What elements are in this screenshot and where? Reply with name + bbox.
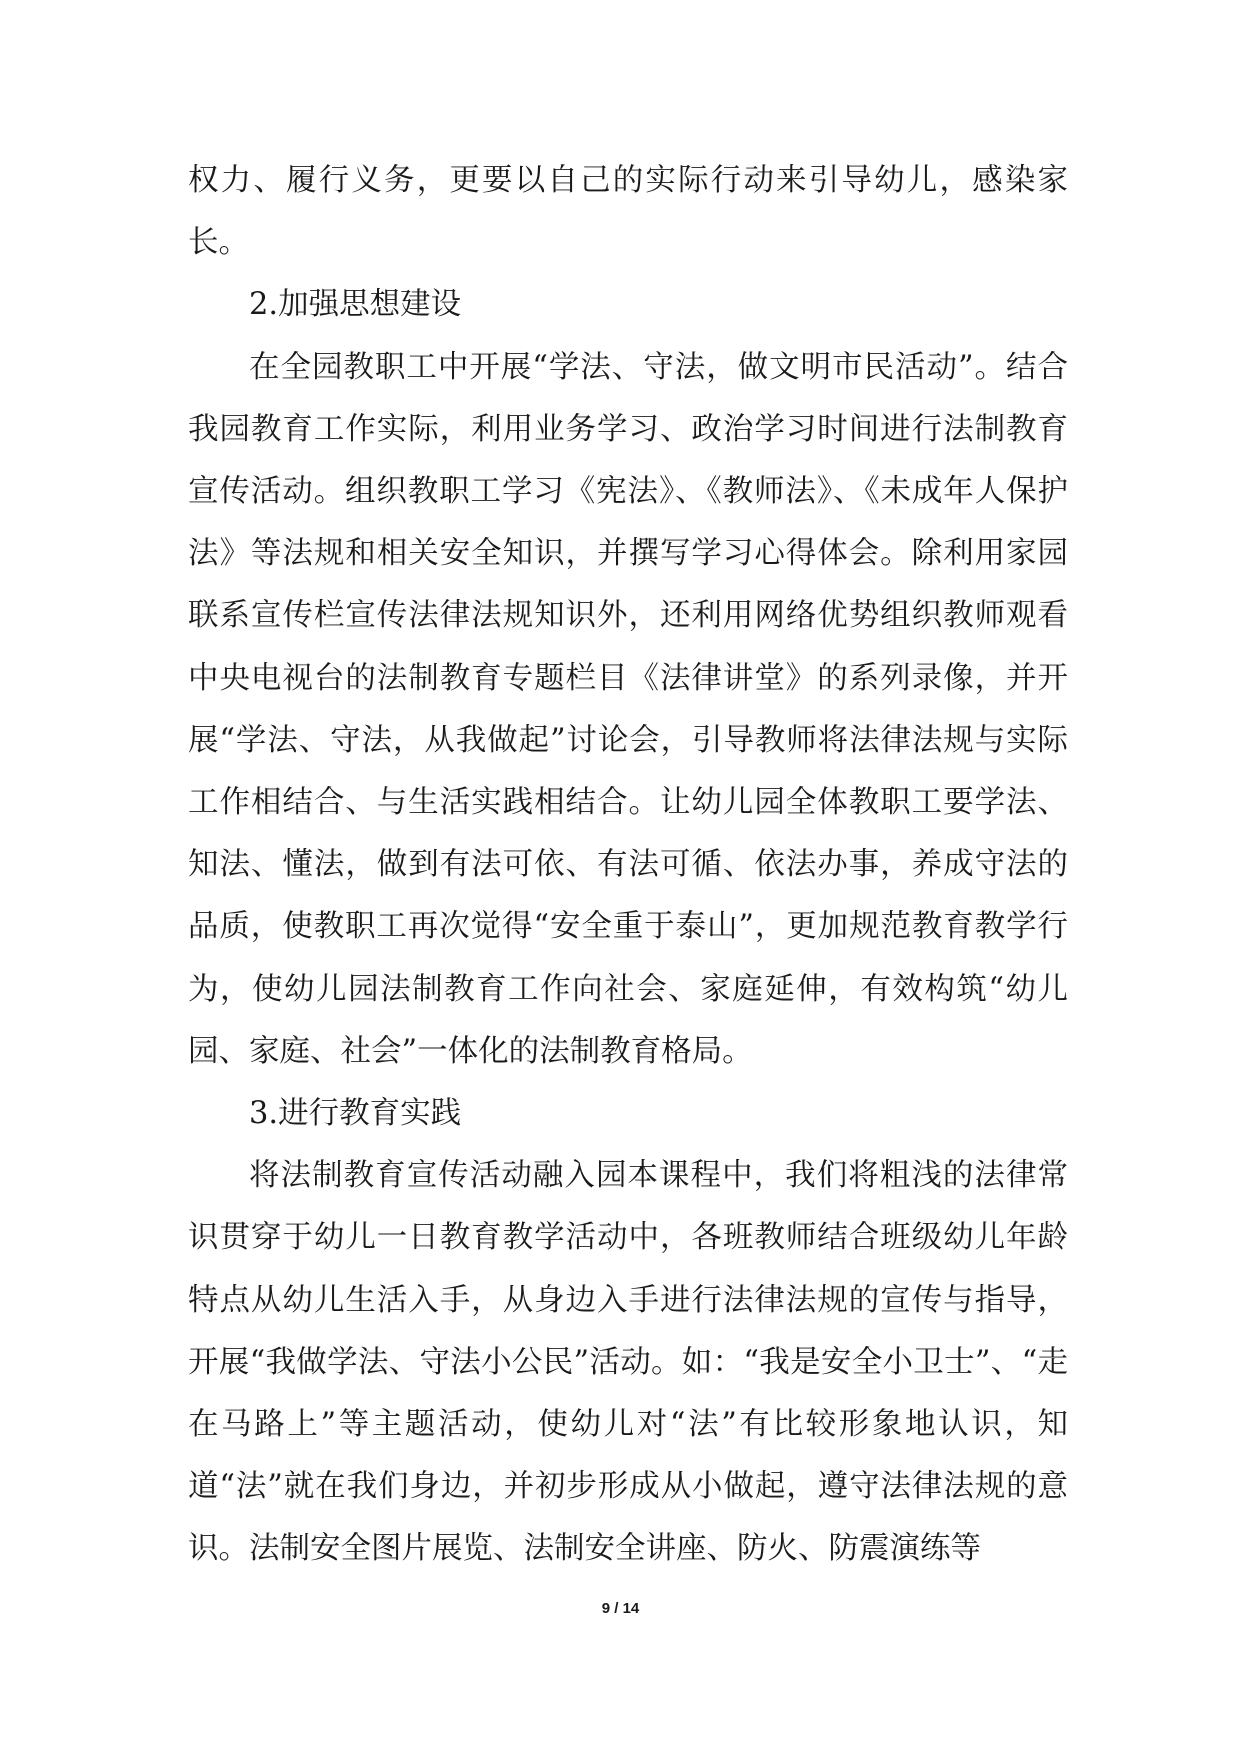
page-number: 9 / 14 bbox=[601, 1600, 640, 1617]
paragraph-continuation: 权力、履行义务，更要以自己的实际行动来引导幼儿，感染家长。 bbox=[188, 163, 1068, 261]
section-heading-2: 2.加强思想建设 bbox=[249, 287, 462, 323]
paragraph-thought-building: 在全园教职工中开展“学法、守法，做文明市民活动”。结合我园教育工作实际，利用业务学习、政治学习时间进行法制教育宣传活动。组织教职工学习《宪法》、《教师法》、《未成年人保护法》等法规和相关安全知识，并撰写学习心得体会。除利用家园联系宣传栏宣传法律法规知识外，还利用网络优势组织教师观看中央电视台的法制教育专题栏目《法律讲堂》的系列录像，并开展“学法、守法，从我做起”讨论会，引导教师将法律法规与实际工作相结合、与生活实践相结合。让幼儿园全体教职工要学法、知法、懂法，做到有法可依、有法可循、依法办事，养成守法的品质，使教职工再次觉得“安全重于泰山”，更加规范教育教学行为，使幼儿园法制教育工作向社会、家庭延伸，有效构筑“幼儿园、家庭、社会”一体化的法制教育格局。 bbox=[188, 349, 1068, 1069]
section-heading-3: 3.进行教育实践 bbox=[249, 1096, 462, 1132]
body-text bbox=[188, 150, 1068, 1581]
paragraph-education-practice: 将法制教育宣传活动融入园本课程中，我们将粗浅的法律常识贯穿于幼儿一日教育教学活动中，各班教师结合班级幼儿年龄特点从幼儿生活入手，从身边入手进行法律法规的宣传与指导，开展“我做学法、守法小公民”活动。如：“我是安全小卫士”、“走在马路上”等主题活动，使幼儿对“法”有比较形象地认识，知道“法”就在我们身边，并初步形成从小做起，遵守法律法规的意识。法制安全图片展览、法制安全讲座、防火、防震演练等 bbox=[188, 1158, 1068, 1567]
